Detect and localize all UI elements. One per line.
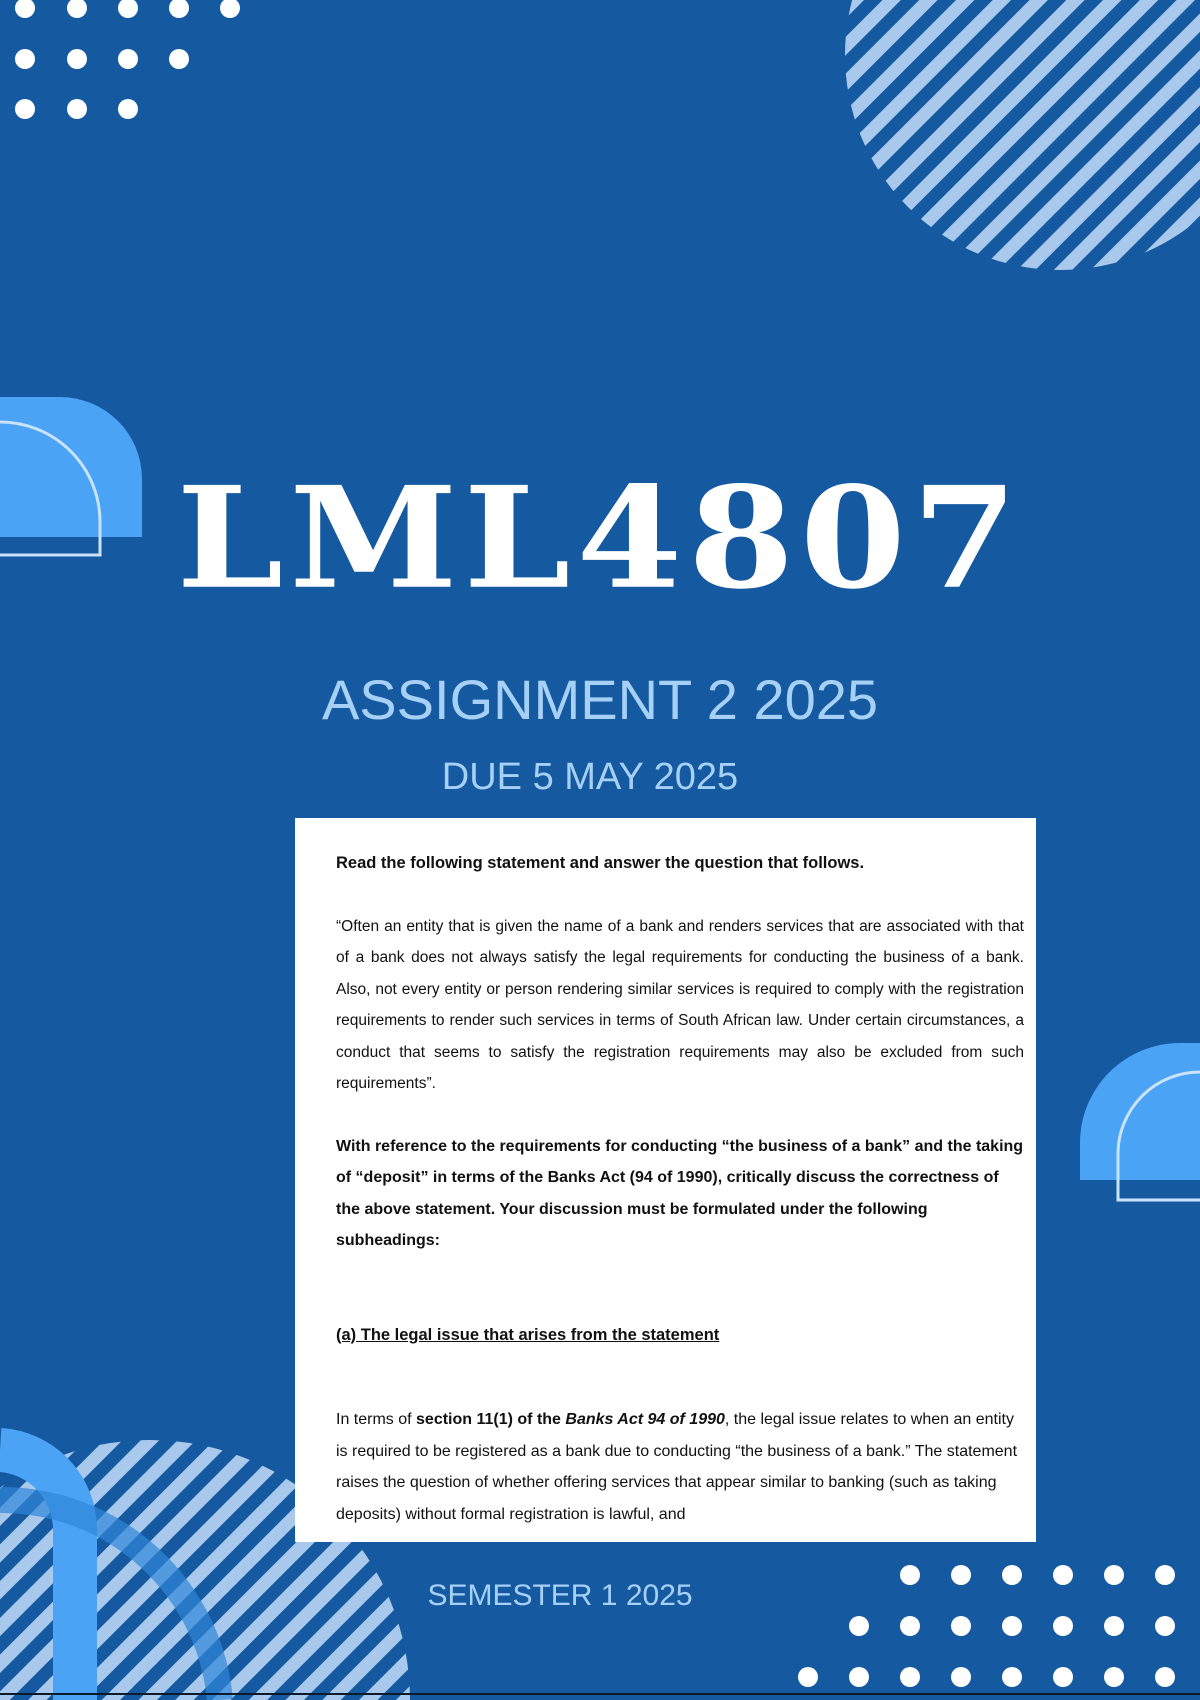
course-code-title: LML4807 [176, 455, 1024, 620]
statement-quote: “Often an entity that is given the name of a bank and renders services that are associated with that of a bank does not always satisfy the legal requirements for conducting the business of a bank. Also, not every entity or person rendering similar services is required to comply with the registration requirements to render such services in terms of South African law. Under certain circumstances, a conduct that seems to satisfy the registration requirements may also be excluded from such requirements”. [336, 917, 1024, 1092]
document-preview [295, 818, 1036, 1542]
due-date: DUE 5 MAY 2025 [441, 756, 739, 798]
section-reference: section 11(1) of the [416, 1411, 566, 1428]
subheading-a: (a) The legal issue that arises from the statement [336, 1325, 720, 1344]
semester-label: SEMESTER 1 2025 [427, 1579, 693, 1612]
assignment-title: ASSIGNMENT 2 2025 [321, 668, 879, 731]
quarter-circle-right [1080, 1043, 1200, 1200]
intro-instruction: Read the following statement and answer the question that follows. [336, 854, 865, 872]
striped-circle-top-right [800, 0, 1200, 300]
answer-prefix: In terms of [336, 1411, 417, 1428]
dots-top-left [15, 0, 240, 119]
answer-text: , the legal issue relates to when an entity is required to be registered as a bank due to conducting “the business of a bank.” The statement raises the question of whether offering services that appear similar to banking (such as taking deposits) without formal registration is lawful, and [336, 1411, 1018, 1523]
answer-paragraph [336, 1404, 1024, 1530]
question-text: With reference to the requirements for conducting “the business of a bank” and the taking of “deposit” in terms of the Banks Act (94 of 1990), critically discuss the correctness of the above statement. Your discussion must be formulated under the following subheadings: [336, 1137, 1024, 1249]
bottom-border [0, 1693, 1200, 1695]
act-name: Banks Act 94 of 1990 [565, 1411, 725, 1428]
